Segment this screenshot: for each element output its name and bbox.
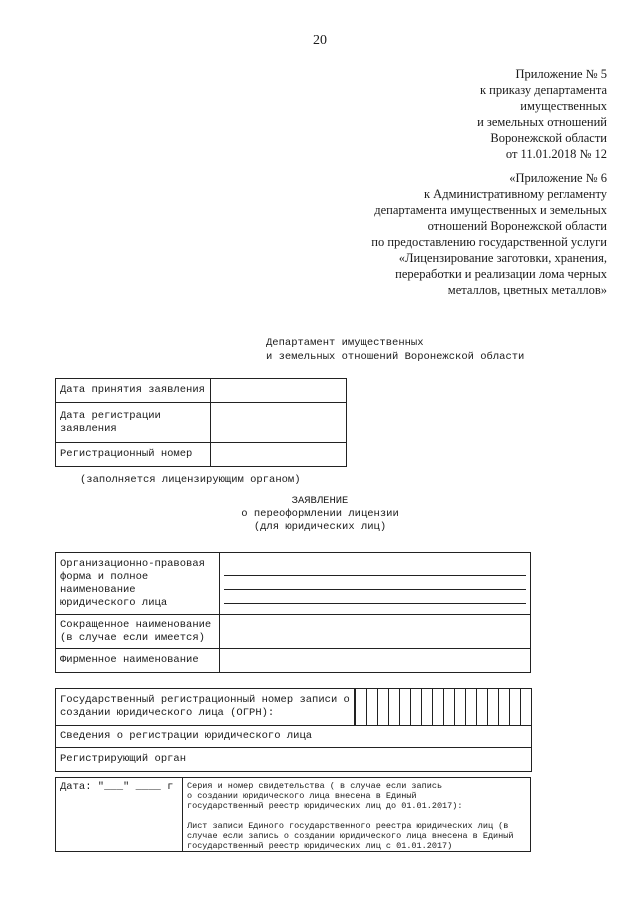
application-title xyxy=(150,495,490,534)
page-number: 20 xyxy=(313,33,327,48)
registration-number-field[interactable] xyxy=(211,443,347,467)
table-row xyxy=(56,553,531,615)
brand-name-label: Фирменное наименование xyxy=(56,649,220,673)
appendix-5-line: и земельных отношений xyxy=(477,115,607,129)
appendix-6-line: по предоставлению государственной услуги xyxy=(371,235,607,249)
table-row xyxy=(56,726,532,748)
table-row xyxy=(56,649,531,673)
table-row xyxy=(56,443,347,467)
appendix-6-header xyxy=(371,170,607,298)
certificate-info: Серия и номер свидетельства ( в случае если запись о создании юридического лица внесена в Единый государственный реестр юридических лиц до 01.01.2017): Лист записи Единого государственного реестра юридических лиц (в случае если запись о создании юридического лица внесена в Единый государственный реестр юридических лиц с 01.01.2017) xyxy=(183,778,531,852)
ogrn-label: Государственный регистрационный номер записи о создании юридического лица (ОГРН): xyxy=(56,689,355,726)
table-row xyxy=(56,689,532,726)
appendix-6-line: к Административному регламенту xyxy=(423,187,607,201)
short-name-field[interactable] xyxy=(220,615,531,649)
appendix-5-line: к приказу департамента xyxy=(479,83,607,97)
title-line: (для юридических лиц) xyxy=(253,521,387,533)
intake-table xyxy=(55,378,347,467)
registration-number-label: Регистрационный номер xyxy=(56,443,211,467)
appendix-5-line: Воронежской области xyxy=(490,131,607,145)
intake-date-field[interactable] xyxy=(211,379,347,403)
table-row xyxy=(56,748,532,772)
registration-date-field[interactable] xyxy=(211,403,347,443)
brand-name-field[interactable] xyxy=(220,649,531,673)
registration-table xyxy=(55,688,532,772)
table-row xyxy=(56,379,347,403)
ogrn-digit-cells[interactable] xyxy=(354,689,531,726)
short-name-label: Сокращенное наименование (в случае если имеется) xyxy=(56,615,220,649)
title-line: ЗАЯВЛЕНИЕ xyxy=(291,495,349,507)
appendix-5-line: Приложение № 5 xyxy=(515,67,607,81)
full-name-field[interactable] xyxy=(220,553,531,615)
registrar-label: Регистрирующий орган xyxy=(56,748,532,772)
appendix-6-line: металлов, цветных металлов» xyxy=(447,283,607,297)
appendix-5-line: имущественных xyxy=(520,99,607,113)
table-row xyxy=(56,778,531,852)
title-line: о переоформлении лицензии xyxy=(241,508,399,520)
registration-info-label: Сведения о регистрации юридического лица xyxy=(56,726,532,748)
fill-note: (заполняется лицензирующим органом) xyxy=(80,474,301,486)
appendix-5-header xyxy=(477,66,607,162)
certificate-table xyxy=(55,777,531,852)
full-name-label: Организационно-правовая форма и полное наименование юридического лица xyxy=(56,553,220,615)
department-line: и земельных отношений Воронежской области xyxy=(266,351,525,363)
table-row xyxy=(56,403,347,443)
appendix-6-line: департамента имущественных и земельных xyxy=(374,203,607,217)
appendix-6-line: «Лицензирование заготовки, хранения, xyxy=(398,251,607,265)
date-label: Дата: "___" ____ г xyxy=(56,778,183,852)
intake-date-label: Дата принятия заявления xyxy=(56,379,211,403)
department-name xyxy=(266,336,524,364)
organization-table xyxy=(55,552,531,673)
appendix-6-line: отношений Воронежской области xyxy=(427,219,607,233)
appendix-5-line: от 11.01.2018 № 12 xyxy=(505,147,607,161)
table-row xyxy=(56,615,531,649)
appendix-6-line: «Приложение № 6 xyxy=(509,171,607,185)
registration-date-label: Дата регистрации заявления xyxy=(56,403,211,443)
appendix-6-line: переработки и реализации лома черных xyxy=(395,267,607,281)
department-line: Департамент имущественных xyxy=(266,337,424,349)
